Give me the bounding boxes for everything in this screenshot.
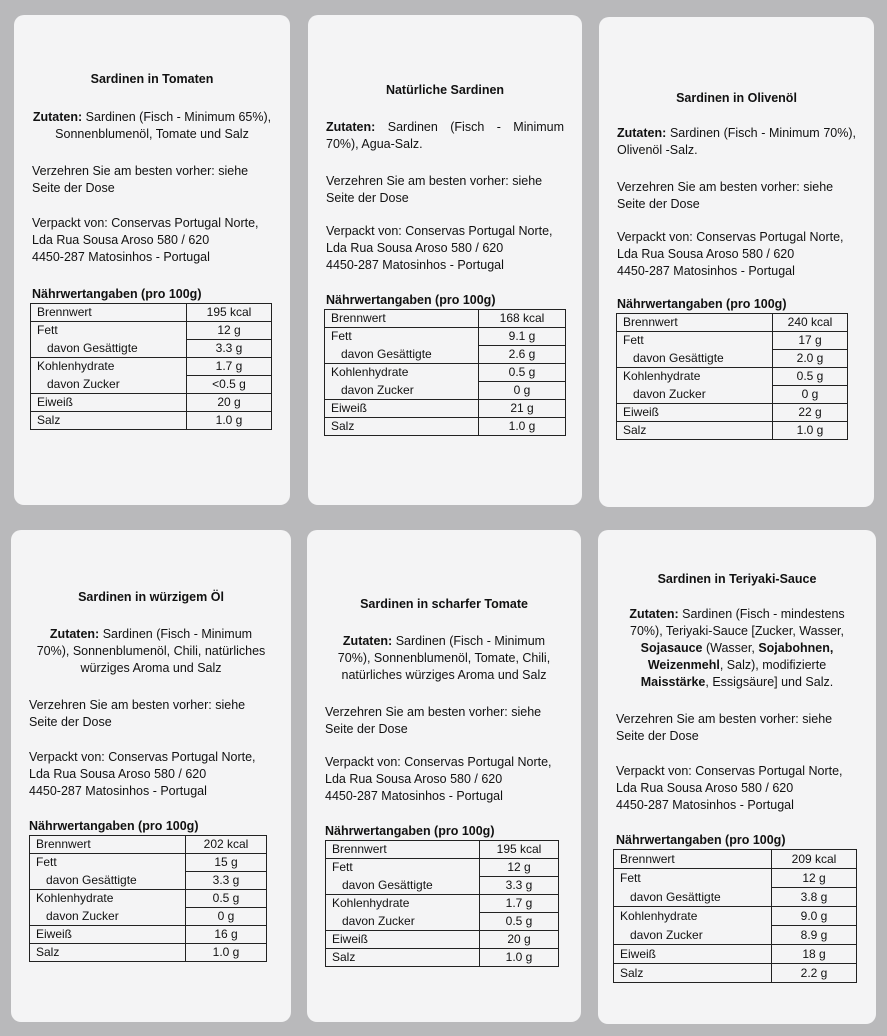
label-card xyxy=(599,17,874,507)
label-card xyxy=(11,530,291,1022)
packer-address xyxy=(326,223,564,274)
card-title: Sardinen in scharfer Tomate xyxy=(360,597,528,611)
nutrient-value: 195 kcal xyxy=(480,841,559,859)
ingredients-label: Zutaten: xyxy=(32,110,83,124)
nutrient-value: 195 kcal xyxy=(187,304,272,322)
nutrient-value: 3.3 g xyxy=(187,340,272,358)
label-card xyxy=(14,15,290,505)
nutrition-heading: Nährwertangaben (pro 100g) xyxy=(325,824,495,838)
best-before-text: Verzehren Sie am besten vorher: siehe Seite der Dose xyxy=(325,705,542,736)
ingredients-text xyxy=(32,109,272,143)
nutrient-label: Fett xyxy=(30,854,186,872)
nutrient-value: 1.7 g xyxy=(187,358,272,376)
packer-line: Lda Rua Sousa Aroso 580 / 620 xyxy=(29,767,207,781)
ingredients-part: , Essigsäure] und Salz. xyxy=(705,675,834,689)
nutrient-label: davon Gesättigte xyxy=(325,346,479,364)
nutrient-label: davon Zucker xyxy=(326,913,480,931)
nutrient-value: 16 g xyxy=(186,926,267,944)
nutrient-value: 2.6 g xyxy=(479,346,566,364)
nutrient-label: Kohlenhydrate xyxy=(31,358,187,376)
nutrition-table xyxy=(324,309,566,436)
nutrient-label: davon Zucker xyxy=(617,386,773,404)
nutrient-value: 17 g xyxy=(773,332,848,350)
best-before-text: Verzehren Sie am besten vorher: siehe Seite der Dose xyxy=(617,180,834,211)
ingredients-part: , Salz), modifizierte xyxy=(719,658,827,672)
nutrient-value: 12 g xyxy=(187,322,272,340)
packer-line: Lda Rua Sousa Aroso 580 / 620 xyxy=(32,233,210,247)
ingredients-text xyxy=(325,633,563,684)
packer-line: Verpackt von: Conservas Portugal Norte, xyxy=(325,755,552,769)
best-before-text: Verzehren Sie am besten vorher: siehe Seite der Dose xyxy=(616,712,833,743)
packer-line: 4450-287 Matosinhos - Portugal xyxy=(32,250,210,264)
packer-line: 4450-287 Matosinhos - Portugal xyxy=(617,264,795,278)
nutrient-value: 1.0 g xyxy=(773,422,848,440)
nutrient-label: Kohlenhydrate xyxy=(614,907,772,926)
packer-line: 4450-287 Matosinhos - Portugal xyxy=(29,784,207,798)
nutrient-value: 8.9 g xyxy=(772,926,857,945)
nutrient-label: davon Gesättigte xyxy=(617,350,773,368)
allergen-text: Sojasauce xyxy=(640,641,703,655)
label-card xyxy=(598,530,876,1024)
packer-address xyxy=(617,229,856,280)
ingredients-text xyxy=(617,125,856,159)
packer-line: Lda Rua Sousa Aroso 580 / 620 xyxy=(616,781,794,795)
nutrient-value: 12 g xyxy=(772,869,857,888)
nutrient-value: 0 g xyxy=(479,382,566,400)
ingredients-label: Zutaten: xyxy=(342,634,393,648)
nutrient-value: 1.0 g xyxy=(480,949,559,967)
best-before-text: Verzehren Sie am besten vorher: siehe Seite der Dose xyxy=(29,698,246,729)
nutrition-table xyxy=(613,849,857,983)
nutrient-label: Salz xyxy=(31,412,187,430)
nutrient-label: Kohlenhydrate xyxy=(325,364,479,382)
nutrient-value: 0.5 g xyxy=(480,913,559,931)
nutrient-value: 168 kcal xyxy=(479,310,566,328)
nutrient-label: Brennwert xyxy=(617,314,773,332)
nutrient-value: 1.0 g xyxy=(186,944,267,962)
nutrient-value: 9.0 g xyxy=(772,907,857,926)
ingredients-text xyxy=(29,626,273,677)
nutrient-label: davon Gesättigte xyxy=(326,877,480,895)
nutrient-value: 20 g xyxy=(480,931,559,949)
nutrient-value: 0.5 g xyxy=(773,368,848,386)
nutrition-heading: Nährwertangaben (pro 100g) xyxy=(617,297,787,311)
packer-line: Verpackt von: Conservas Portugal Norte, xyxy=(617,230,844,244)
ingredients-label: Zutaten: xyxy=(629,607,679,621)
nutrient-label: Brennwert xyxy=(614,850,772,869)
nutrient-label: Eiweiß xyxy=(614,945,772,964)
packer-line: Lda Rua Sousa Aroso 580 / 620 xyxy=(325,772,503,786)
nutrition-table xyxy=(325,840,559,967)
nutrient-value: 2.2 g xyxy=(772,964,857,983)
nutrient-value: 3.8 g xyxy=(772,888,857,907)
nutrient-label: Salz xyxy=(614,964,772,983)
ingredients-value: Sardinen (Fisch - Minimum 70%), Sonnenblumenöl, Tomate, Chili, natürliches würziges Aroma und Salz xyxy=(337,634,551,682)
nutrient-label: Brennwert xyxy=(326,841,480,859)
ingredients-value: Sardinen (Fisch - Minimum 70%), Olivenöl -Salz. xyxy=(617,126,856,157)
nutrient-value: 0.5 g xyxy=(479,364,566,382)
packer-line: 4450-287 Matosinhos - Portugal xyxy=(325,789,503,803)
nutrient-label: davon Zucker xyxy=(614,926,772,945)
nutrition-heading: Nährwertangaben (pro 100g) xyxy=(32,287,202,301)
nutrient-value: 0 g xyxy=(186,908,267,926)
nutrient-value: 12 g xyxy=(480,859,559,877)
packer-line: Lda Rua Sousa Aroso 580 / 620 xyxy=(326,241,504,255)
nutrient-value: 202 kcal xyxy=(186,836,267,854)
packer-address xyxy=(29,749,273,800)
packer-line: 4450-287 Matosinhos - Portugal xyxy=(616,798,794,812)
nutrient-value: 0 g xyxy=(773,386,848,404)
nutrient-label: Eiweiß xyxy=(326,931,480,949)
nutrient-label: davon Zucker xyxy=(31,376,187,394)
packer-line: Verpackt von: Conservas Portugal Norte, xyxy=(32,216,259,230)
nutrient-value: 1.7 g xyxy=(480,895,559,913)
ingredients-value: Sardinen (Fisch - Minimum 70%), Agua-Salz. xyxy=(326,120,565,151)
ingredients-label: Zutaten: xyxy=(326,120,376,134)
nutrient-label: davon Gesättigte xyxy=(30,872,186,890)
best-before-text: Verzehren Sie am besten vorher: siehe Seite der Dose xyxy=(326,174,543,205)
nutrient-label: Salz xyxy=(325,418,479,436)
ingredients-text xyxy=(326,119,564,153)
label-card xyxy=(308,15,582,505)
packer-line: Lda Rua Sousa Aroso 580 / 620 xyxy=(617,247,795,261)
packer-line: 4450-287 Matosinhos - Portugal xyxy=(326,258,504,272)
card-title: Sardinen in Olivenöl xyxy=(676,91,797,105)
nutrient-value: 209 kcal xyxy=(772,850,857,869)
nutrient-label: davon Gesättigte xyxy=(31,340,187,358)
allergen-text: Maisstärke xyxy=(640,675,706,689)
packer-address xyxy=(32,215,272,266)
nutrient-label: Salz xyxy=(617,422,773,440)
nutrition-table xyxy=(616,313,848,440)
nutrient-value: <0.5 g xyxy=(187,376,272,394)
ingredients-part: Sardinen (Fisch - mindestens 70%), Teriyaki-Sauce [Zucker, Wasser, xyxy=(630,607,845,638)
nutrient-label: Salz xyxy=(326,949,480,967)
nutrient-value: 1.0 g xyxy=(479,418,566,436)
allergen-text: Sojabohnen, Weizenmehl xyxy=(647,641,834,672)
ingredients-label: Zutaten: xyxy=(49,627,100,641)
nutrient-label: Fett xyxy=(326,859,480,877)
ingredients-value: Sardinen (Fisch - Minimum 70%), Sonnenblumenöl, Chili, natürliches würziges Aroma und Salz xyxy=(36,627,266,675)
nutrient-value: 240 kcal xyxy=(773,314,848,332)
nutrient-label: Fett xyxy=(325,328,479,346)
nutrition-heading: Nährwertangaben (pro 100g) xyxy=(616,833,786,847)
nutrition-heading: Nährwertangaben (pro 100g) xyxy=(29,819,199,833)
nutrient-label: Kohlenhydrate xyxy=(617,368,773,386)
nutrient-label: davon Zucker xyxy=(30,908,186,926)
packer-address xyxy=(325,754,563,805)
nutrition-table xyxy=(29,835,267,962)
packer-address xyxy=(616,763,858,814)
best-before-text: Verzehren Sie am besten vorher: siehe Seite der Dose xyxy=(32,164,249,195)
nutrition-heading: Nährwertangaben (pro 100g) xyxy=(326,293,496,307)
nutrient-value: 21 g xyxy=(479,400,566,418)
nutrient-value: 0.5 g xyxy=(186,890,267,908)
nutrient-value: 18 g xyxy=(772,945,857,964)
packer-line: Verpackt von: Conservas Portugal Norte, xyxy=(29,750,256,764)
nutrient-label: Eiweiß xyxy=(617,404,773,422)
nutrient-label: Brennwert xyxy=(325,310,479,328)
ingredients-text xyxy=(616,606,858,691)
nutrient-value: 15 g xyxy=(186,854,267,872)
nutrient-label: Eiweiß xyxy=(31,394,187,412)
nutrient-label: Eiweiß xyxy=(30,926,186,944)
nutrient-value: 22 g xyxy=(773,404,848,422)
nutrient-value: 9.1 g xyxy=(479,328,566,346)
packer-line: Verpackt von: Conservas Portugal Norte, xyxy=(616,764,843,778)
ingredients-label: Zutaten: xyxy=(617,126,667,140)
nutrient-label: Brennwert xyxy=(30,836,186,854)
card-title: Natürliche Sardinen xyxy=(385,83,505,97)
card-title: Sardinen in Tomaten xyxy=(90,72,214,86)
nutrient-value: 3.3 g xyxy=(480,877,559,895)
nutrient-value: 1.0 g xyxy=(187,412,272,430)
nutrient-label: Salz xyxy=(30,944,186,962)
nutrient-value: 2.0 g xyxy=(773,350,848,368)
card-title: Sardinen in Teriyaki-Sauce xyxy=(657,572,817,586)
nutrient-label: Fett xyxy=(617,332,773,350)
nutrient-label: Fett xyxy=(614,869,772,888)
ingredients-part: (Wasser, xyxy=(702,641,759,655)
nutrient-value: 20 g xyxy=(187,394,272,412)
card-title: Sardinen in würzigem Öl xyxy=(78,590,224,604)
nutrient-label: davon Gesättigte xyxy=(614,888,772,907)
nutrient-label: Eiweiß xyxy=(325,400,479,418)
ingredients-value: Sardinen (Fisch - Minimum 65%), Sonnenblumenöl, Tomate und Salz xyxy=(55,110,272,141)
nutrient-label: Fett xyxy=(31,322,187,340)
nutrient-label: Kohlenhydrate xyxy=(30,890,186,908)
nutrient-label: Kohlenhydrate xyxy=(326,895,480,913)
nutrient-label: Brennwert xyxy=(31,304,187,322)
label-card xyxy=(307,530,581,1022)
nutrition-table xyxy=(30,303,272,430)
packer-line: Verpackt von: Conservas Portugal Norte, xyxy=(326,224,553,238)
nutrient-value: 3.3 g xyxy=(186,872,267,890)
nutrient-label: davon Zucker xyxy=(325,382,479,400)
